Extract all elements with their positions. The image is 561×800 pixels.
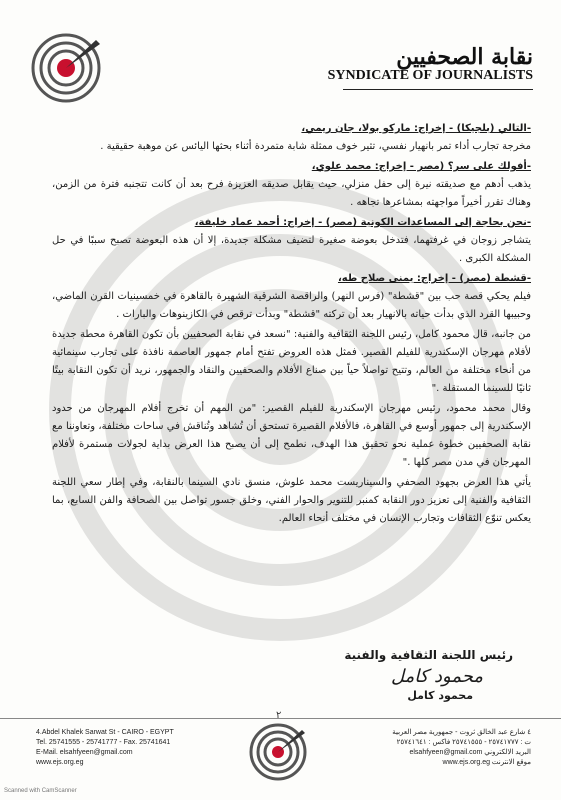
film-entry-2 (52, 158, 531, 212)
film-entry-3 (52, 214, 531, 268)
quote-paragraph-mahmoud: وقال محمد محمود، رئيس مهرجان الإسكندرية للفيلم القصير: "من المهم أن تخرج أفلام المهرجان من حدود الإسكندرية إلى جمهور أوسع في القاهرة، فالأفلام القصيرة تستحق أن تُشاهد وتُناقش في ساحات مختلفة، وتعاوننا مع نقابة الصحفيين خطوة عملية نحو تحقيق هذا الهدف، نطمح إلى أن يصبح هذا العرض بداية لجولات مستمرة لأفلام المهرجان في مدن مصر كلها ." (52, 403, 531, 468)
film-synopsis: فيلم يحكي قصة حب بين "قشطة" (فرس النهر) والراقصة الشرقية الشهيرة بالقاهرة في خمسينيات القرن الماضي، وحبيبها القرد الذي بدأت حياته بالانهيار بعد أن تركته "قشطة" وبدأت ترقص في الكازينوهات والبارات . (52, 291, 531, 320)
film-entry-1 (52, 120, 531, 156)
footer-website: www.ejs.org.eg (36, 759, 84, 766)
signature-block (323, 648, 513, 702)
footer-phone-ar: ت : ٢٥٧٤١٧٧٧ - ٢٥٧٤١٥٥٥ فاكس : ٢٥٧٤١٦٤١ (396, 739, 531, 746)
film-synopsis: يتشاجر زوجان في غرفتهما، فتدخل بعوضة صغيرة لتضيف مشكلة جديدة، إلا أن هذه البعوضة تصبح سببًا في حل المشكلة الكبرى . (52, 235, 531, 264)
scanner-watermark-text: Scanned with CamScanner (4, 788, 77, 794)
page-number: ٢ (276, 710, 282, 721)
letterhead-arabic-title: نقابة الصحفيين (396, 44, 533, 70)
handwritten-signature: محمود كامل (390, 666, 483, 687)
footer-contact-arabic (341, 728, 531, 768)
film-synopsis: يذهب أدهم مع صديقته نيرة إلى حفل منزلي، حيث يقابل صديقه العزيزة فرح بعد أن كانت تتجنبه فترة من الزمن، وهناك تقرر أخيراً مواجهته بمشاعرها تجاهه . (52, 179, 531, 208)
footer-email: E-Mail. elsahfyeen@gmail.com (36, 749, 133, 756)
film-synopsis: مخرجة تجارب أداء تمر بانهيار نفسي، تثير خوف ممثلة شابة متمردة أثناء بحثها اليائس عن موهبة حقيقية . (100, 141, 531, 152)
letterhead-brand (313, 44, 533, 84)
film-heading: -قشطة (مصر) - إخراج: يمنى صلاح طه، (337, 273, 531, 284)
footer-address-ar: ٤ شارع عبد الخالق ثروت - جمهورية مصر العربية (392, 729, 531, 736)
letter-body (52, 120, 531, 530)
film-entry-4 (52, 270, 531, 324)
footer-divider (0, 718, 561, 719)
film-heading: -نحن بحاجة إلى المساعدات الكونية (مصر) - إخراج: أحمد عماد خليفة، (194, 217, 531, 228)
footer-logo-icon (248, 722, 308, 782)
footer-phone: Tel. 25741555 - 25741777 - Fax. 25741641 (36, 739, 171, 746)
closing-paragraph: يأتي هذا العرض بجهود الصحفي والسيناريست محمد علوش، منسق نادي السينما بالنقابة، وفي إطار سعي اللجنة الثقافية والفنية إلى تعزيز دور النقابة كمنبر للتنوير والحوار الفني، وخلق جسور تواصل بين الصحافة والفن السابع، بما يعكس تنوّع الثقافات وتجارب الإنسان في مختلف أنحاء العالم. (52, 477, 531, 524)
film-heading: -أفولك على سر؟ (مصر - إخراج: محمد علوي، (311, 161, 531, 172)
footer-address: 4.Abdel Khalek Sarwat St - CAIRO - EGYPT (36, 729, 174, 736)
footer-email-ar: البريد الالكتروني elsahfyeen@gmail.com (409, 749, 531, 756)
quote-paragraph-kamel: من جانبه، قال محمود كامل، رئيس اللجنة الثقافية والفنية: "نسعد في نقابة الصحفيين بأن تكون القاهرة محطة جديدة لأفلام مهرجان الإسكندرية للفيلم القصير. فمثل هذه العروض تفتح أمام جمهور العاصمة نافذة على تجارب سينمائية من أنحاء مختلفة من العالم، وتتيح تواصلاً حياً بين صناع الأفلام والصحفيين والنقاد والجمهور، نريد أن تكون النقابة بيتًا ثانيًا للسينما المستقلة ." (52, 329, 531, 394)
syndicate-logo-icon (30, 32, 102, 104)
letterhead-rule (343, 89, 533, 90)
signatory-name: محمود كامل (407, 689, 473, 702)
signatory-role: رئيس اللجنة الثقافية والفنية (344, 648, 513, 662)
footer-website-ar: موقع الانترنت www.ejs.org.eg (442, 759, 531, 766)
film-heading: -التالي (بلجيكا) - إخراج: ماركو بولا، جان ريمي، (301, 123, 531, 134)
letterhead-english-title: SYNDICATE OF JOURNALISTS (327, 68, 533, 83)
footer-contact-english (36, 728, 196, 768)
